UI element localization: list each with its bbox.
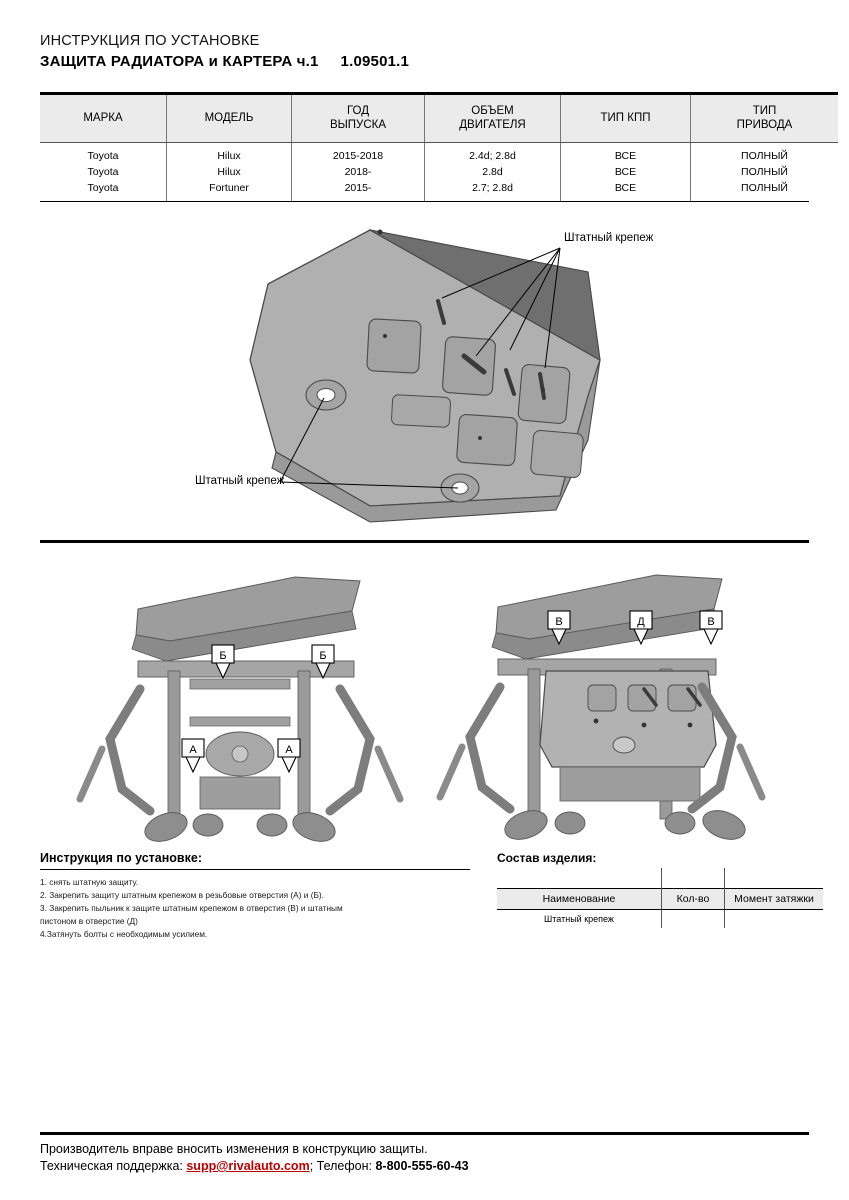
svg-text:В: В [707,615,715,628]
figure-mounting-diagrams [40,549,809,849]
svg-text:В: В [555,615,563,628]
left-subframe [200,777,280,809]
installation-instructions [40,851,470,941]
spec-table-bottom-rule [40,201,809,202]
instructions-title: Инструкция по установке: [40,850,202,865]
cell-brand: Toyota [40,180,167,201]
page-title-subject: ЗАЩИТА РАДИАТОРА и КАРТЕРА ч.1 [40,53,319,70]
plate-pocket-6 [530,430,584,478]
bom-title: Состав изделия: [497,850,597,865]
bom-cell-torque [725,909,824,928]
cell-year: 2018- [292,164,425,180]
page-title-line2 [40,53,809,70]
instruction-step: 3. Закрепить пыльник к защите штатным крепежом в отверстия (В) и штатным [40,902,343,913]
left-arm-outer-r [378,749,400,799]
spec-table-wrapper [40,92,809,202]
table-row [40,142,838,164]
cell-drive: ПОЛНЫЙ [691,142,839,164]
cell-engine: 2.7; 2.8d [425,180,561,201]
instruction-step: пистоном в отверстие (Д) [40,915,138,926]
spec-col-year-l1: ГОД [346,105,370,117]
spec-table-header-row [40,94,838,143]
product-code: 1.09501.1 [340,53,410,70]
cell-model: Fortuner [167,180,292,201]
plate-pocket-4 [391,394,450,427]
support-phone: 8-800-555-60-43 [375,1159,469,1173]
left-frame-rail-1 [168,671,180,821]
spec-col-year-l2: ВЫПУСКА [329,119,387,132]
bom-col-torque: Момент затяжки [725,888,824,909]
cell-brand: Toyota [40,164,167,180]
installed-hole-1 [594,718,599,723]
cell-brand: Toyota [40,142,167,164]
right-arm-outer-l [440,747,462,797]
hole-mark-3 [478,436,482,440]
hole-mark-1 [383,334,387,338]
left-suspension-right [330,689,370,811]
right-arm-outer-r [740,747,762,797]
diagram-right [440,575,762,845]
right-bushing-4 [699,805,749,844]
spec-col-brand: МАРКА [40,94,167,143]
instructions-rule [40,869,470,870]
table-row [40,180,838,201]
spec-col-model: МОДЕЛЬ [167,94,292,143]
cell-transmission: ВСЕ [561,164,691,180]
bom-table [497,868,823,928]
svg-text:А: А [285,743,293,756]
table-row [40,164,838,180]
footer-phone-label: ; Телефон: [309,1159,372,1173]
support-email-link[interactable]: supp@rivalauto.com [186,1159,310,1173]
cell-drive: ПОЛНЫЙ [691,180,839,201]
page-footer [40,1132,809,1176]
spec-col-drive-l2: ПРИВОДА [736,119,793,132]
bom-col-qty: Кол-во [662,888,725,909]
figure1-label-top: Штатный крепеж [564,231,654,244]
footer-support-label: Техническая поддержка: [40,1159,183,1173]
mounting-illustration [40,549,809,849]
callout-a-2 [278,739,300,772]
callout-v-2 [700,611,722,644]
cell-transmission: ВСЕ [561,180,691,201]
left-arm-outer-l [80,749,102,799]
hole-mark-2 [541,388,545,392]
spec-col-drive-l1: ТИП [752,105,777,117]
page-header [40,0,809,70]
cell-model: Hilux [167,164,292,180]
vehicle-spec-table [40,92,838,201]
section-divider-rule [40,540,809,543]
plate-pocket-2 [442,336,496,395]
page-title-line1: ИНСТРУКЦИЯ ПО УСТАНОВКЕ [40,33,260,49]
callout-a-1 [182,739,204,772]
svg-text:Б: Б [219,649,227,662]
cell-engine: 2.8d [425,164,561,180]
diagram-left [80,577,400,847]
bom-spacer-3 [725,868,824,889]
cell-year: 2015-2018 [292,142,425,164]
table-row [497,909,823,928]
skid-plate-illustration [40,210,809,540]
installed-pocket-1 [588,685,616,711]
spec-col-engine-l2: ДВИГАТЕЛЯ [459,119,526,132]
spec-col-year [292,94,425,143]
installed-pocket-3 [668,685,696,711]
right-suspension-left [470,687,510,809]
plate-pocket-1 [367,318,422,373]
bom-col-name: Наименование [497,888,662,909]
spec-table-body [40,142,838,201]
svg-text:Б: Б [319,649,327,662]
lower-section [40,850,814,941]
bom-spacer-1 [497,868,662,889]
cell-drive: ПОЛНЫЙ [691,164,839,180]
instruction-step: 2. Закрепить защиту штатным крепежом в резьбовые отверстия (А) и (Б). [40,889,324,900]
footer-support-line [40,1159,809,1173]
figure-skid-plate [40,210,809,540]
left-engine-hole [232,746,248,762]
bom-cell-qty [662,909,725,928]
installed-hole-3 [688,722,693,727]
right-frame-rail-1 [528,669,540,819]
left-bushing-2 [193,814,223,836]
footer-rule [40,1132,809,1135]
cell-transmission: ВСЕ [561,142,691,164]
right-bushing-2 [555,812,585,834]
spec-col-engine-l1: ОБЪЕМ [471,105,514,117]
cell-year: 2015- [292,180,425,201]
instruction-step: 1. снять штатную защиту. [40,876,139,887]
bom-header-row [497,888,823,909]
bom-cell-name: Штатный крепеж [544,913,614,924]
spec-col-engine [425,94,561,143]
svg-text:Д: Д [637,615,645,628]
spec-col-transmission: ТИП КПП [561,94,691,143]
svg-text:А: А [189,743,197,756]
left-suspension-left [110,689,150,811]
hole-mark-4 [378,229,383,234]
footer-disclaimer: Производитель вправе вносить изменения в конструкцию защиты. [40,1142,428,1156]
left-bushing-3 [257,814,287,836]
right-bushing-3 [665,812,695,834]
figure1-label-bottom: Штатный крепеж [195,474,285,487]
cell-engine: 2.4d; 2.8d [425,142,561,164]
bom-section [497,850,814,941]
installed-hole-2 [642,722,647,727]
left-brace-mid [190,717,290,726]
cell-model: Hilux [167,142,292,164]
left-brace-upper [190,679,290,689]
spec-col-drive [691,94,839,143]
mount-hole-left [317,388,335,401]
plate-pocket-5 [456,414,517,466]
instruction-step: 4.Затянуть болты с необходимым усилием. [40,928,208,939]
installed-center-hole [613,737,635,753]
right-subframe [560,767,700,801]
bom-spacer-row [497,868,823,889]
bom-spacer-2 [662,868,725,889]
